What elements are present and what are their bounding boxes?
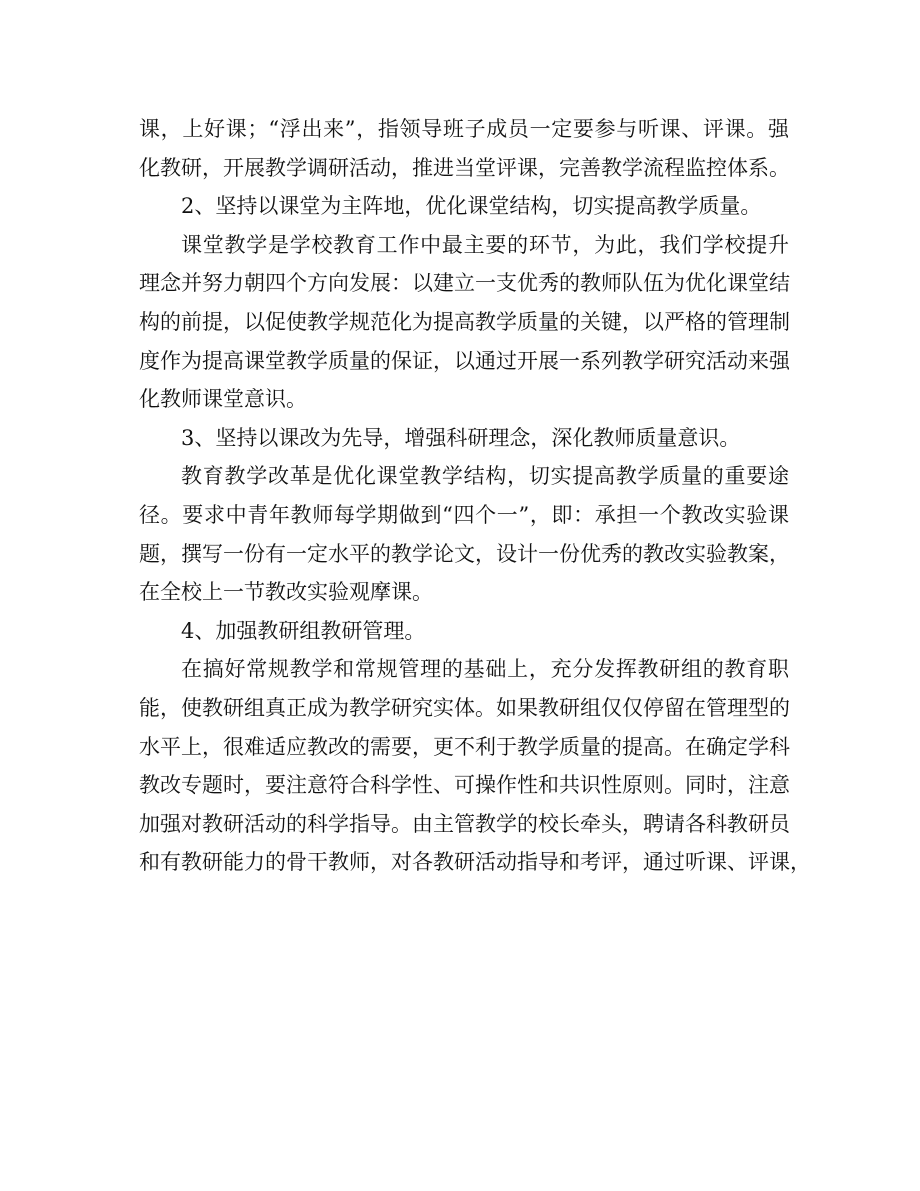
text-line: 2、坚持以课堂为主阵地，优化课堂结构，切实提高教学质量。 xyxy=(181,194,762,219)
text-line: 教育教学改革是优化课堂教学结构，切实提高教学质量的重要途 xyxy=(181,464,789,489)
text-line: 和有教研能力的骨干教师，对各教研活动指导和考评，通过听课、评课， xyxy=(139,850,811,875)
text-line: 4、加强教研组教研管理。 xyxy=(181,618,426,643)
text-line: 理念并努力朝四个方向发展：以建立一支优秀的教师队伍为优化课堂结 xyxy=(139,271,790,296)
text-line: 水平上，很难适应教改的需要，更不利于教学质量的提高。在确定学科 xyxy=(139,734,790,759)
text-line: 在搞好常规教学和常规管理的基础上，充分发挥教研组的教育职 xyxy=(181,657,789,682)
paragraph-teaching-reform xyxy=(139,457,789,611)
text-line: 化教研，开展教学调研活动，推进当堂评课，完善教学流程监控体系。 xyxy=(139,155,790,180)
section-heading-3 xyxy=(139,419,789,458)
text-line: 能，使教研组真正成为教学研究实体。如果教研组仅仅停留在管理型的 xyxy=(139,695,790,720)
text-line: 题，撰写一份有一定水平的教学论文，设计一份优秀的教改实验教案， xyxy=(139,541,790,566)
text-line: 教改专题时，要注意符合科学性、可操作性和共识性原则。同时，注意 xyxy=(139,773,790,798)
text-line: 课，上好课；“浮出来”，指领导班子成员一定要参与听课、评课。强 xyxy=(139,117,789,141)
section-heading-4 xyxy=(139,612,789,651)
paragraph-research-groups xyxy=(139,650,811,882)
document-body xyxy=(139,110,811,882)
section-heading-2 xyxy=(139,187,789,226)
text-line: 度作为提高课堂教学质量的保证，以通过开展一系列教学研究活动来强 xyxy=(139,348,790,373)
text-line: 径。要求中青年教师每学期做到“四个一”，即：承担一个教改实验课 xyxy=(139,502,789,527)
text-line: 在全校上一节教改实验观摩课。 xyxy=(139,580,433,605)
paragraph-classroom-teaching xyxy=(139,226,789,419)
text-line: 化教师课堂意识。 xyxy=(139,387,307,412)
text-line: 加强对教研活动的科学指导。由主管教学的校长牵头，聘请各科教研员 xyxy=(139,811,790,836)
text-line: 课堂教学是学校教育工作中最主要的环节，为此，我们学校提升 xyxy=(181,232,789,257)
paragraph-continued xyxy=(139,110,789,187)
text-line: 构的前提，以促使教学规范化为提高教学质量的关键，以严格的管理制 xyxy=(139,309,790,334)
text-line: 3、坚持以课改为先导，增强科研理念，深化教师质量意识。 xyxy=(181,425,741,450)
